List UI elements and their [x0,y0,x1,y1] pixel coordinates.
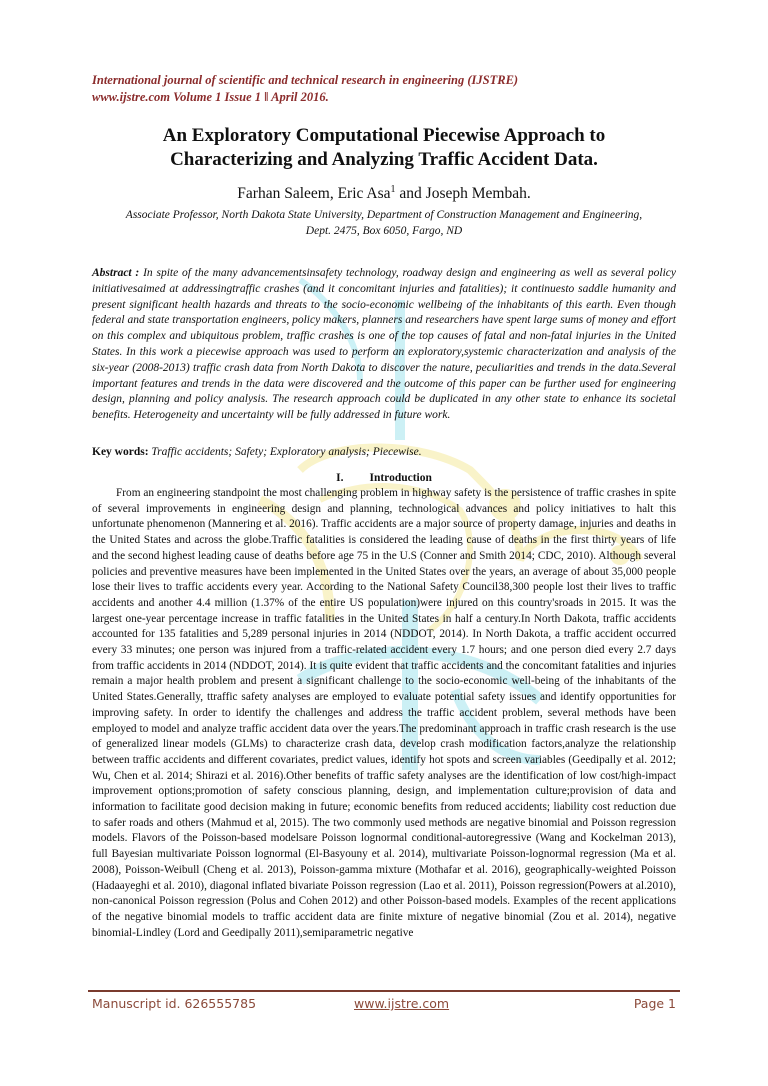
footer-divider [88,990,680,992]
abstract [92,266,676,424]
keywords [92,444,676,460]
journal-issue: www.ijstre.com Volume 1 Issue 1 ‖ April 2016. [92,90,329,104]
author-affiliation-marker: 1 [390,184,396,195]
author-list [92,180,676,204]
abstract-label: Abstract : [92,267,144,279]
journal-name: International journal of scientific and technical research in engineering (IJSTRE) [92,73,519,87]
journal-header [92,72,692,106]
affiliation-line-1: Associate Professor, North Dakota State University, Department of Construction Management and Engineering, [125,209,643,221]
body-paragraph: From an engineering standpoint the most challenging problem in highway safety is the persistence of traffic crashes in spite of several improvements in engineering design and planning, technological advances and policy initiatives to halt this unfortunate phenomenon (Mannering et al. 2016). Traffic accidents are a major source of property damage, injuries and deaths in the United States and across the globe.Traffic fatalities is considered the leading cause of deaths in the first thirty years of life and the second highest leading cause of deaths before age 75 in the U.S (Conner and Smith 2014; CDC, 2010). Although several policies and preventive measures have been implemented in the United States over the years, an average of about 35,000 people lose their lives to traffic accidents every year. According to the National Safety Council38,300 people lost their lives to traffic accidents and another 4.4 million (1.37% of the entire US population)were injured on this country'sroads in 2015. It was the largest one-year percentage increase in traffic fatalities in the United States in half a century.In North Dakota, traffic accidents accounted for 135 fatalities and 5,289 personal injuries in 2014 (NDDOT, 2014). In North Dakota, a traffic accident occurred every 33 minutes; one person was injured from a traffic-related accident every 1.7 hours; and one person died every 2.7 days from traffic accidents in 2014 (NDDOT, 2014). It is quite evident that traffic accidents and the concomitant fatalities and injuries remain a major health problem and present a significant challenge to the socio-economic well-being of the inhabitants of the United States.Generally, ttraffic safety analyses are employed to evaluate potential safety issues and identify opportunities for improving safety. In order to identify the challenges and address the traffic accident problem, several methods have been employed to model and analyze traffic accident data over the years.The predominant approach in traffic crash research is the use of generalized linear models (GLMs) to characterize crash data, develop crash modification factors,analyze the relationship between traffic accidents and different covariates, predict values, identify hot spots and screen variables (Geedipally et al. 2012; Wu, Chen et al. 2014; Shirazi et al. 2016).Other benefits of traffic safety analyses are the identification of low cost/high-impact improvement options;promotion of safety conscious planning, design, and implementation culture;provision of data and information to facilitate good decision making in future; economic benefits from reduced accidents; liability cost reduction due to safer roads and others (Mahmud et al, 2015). The two commonly used methods are negative binomial and Poisson regression models. Flavors of the Poisson-based modelsare Poisson lognormal conditional-autoregressive (Wang and Kockelman 2013), full Bayesian multivariate Poisson lognormal (El-Basyouny et al. 2014), multivariate Poisson-lognormal regression (Ma et al. 2008), Poisson-Weibull (Cheng et al. 2013), Poisson-gamma mixture (Mothafar et al. 2016), geographically-weighted Poisson (Hadaayeghi et al. 2010), diagonal inflated bivariate Poisson regression (Lao et al. 2011), Poisson regression(Powers at al.2010), non-canonical Poisson regression (Polus and Cohen 2012) and other Poisson-based models. Examples of the recent applications of the negative binomial models to traffic accident data are finite mixture of negative binomial (Zou et al. 2014), negative binomial-Lindley (Lord and Geedipally 2011),semiparametric negative [92,487,676,939]
footer-website-link[interactable]: www.ijstre.com [354,996,450,1011]
title-line-2: Characterizing and Analyzing Traffic Accident Data. [170,149,598,170]
authors-part-1: Farhan Saleem, Eric Asa [237,185,391,203]
section-heading [92,470,676,486]
section-number: I. [336,472,344,484]
affiliation-line-2: Dept. 2475, Box 6050, Fargo, ND [305,225,463,237]
manuscript-id: Manuscript id. 626555785 [92,996,257,1011]
page-number: Page 1 [633,996,676,1011]
affiliation [92,207,676,239]
keywords-label: Key words: [92,446,152,458]
abstract-text: In spite of the many advancementsinsafety technology, roadway design and engineering as well as several policy initiativesaimed at addressingtraffic crashes (and it concomitant injuries and fatalities); it continuesto saddle humanity and present significant health hazards and threats to the socio-economic wellbeing of the inhabitants of this earth. Even though federal and state transportation engineers, policy makers, planners and researchers have spent large sums of money and effort on this complex and ubiquitous problem, traffic crashes is one of the top causes of fatal and non-fatal injuries in the United States. In this work a piecewise approach was used to perform an exploratory,systemic characterization and analysis of the six-year (2008-2013) traffic crash data from North Dakota to discover the nature, peculiarities and trends in the data.Several important features and trends in the data were discovered and the outcome of this paper can be further used for engineering design, planning and policy analysis. The research approach could be duplicated in any other state to enhance its societal benefits. Heterogeneity and uncertainty will be fully addressed in future work. [92,267,676,422]
paper-title [92,124,676,172]
title-line-1: An Exploratory Computational Piecewise Approach to [162,125,606,146]
keywords-text: Traffic accidents; Safety; Exploratory analysis; Piecewise. [151,446,422,458]
body-text [92,486,676,941]
section-title: Introduction [369,472,432,484]
authors-part-2: and Joseph Membah. [395,185,531,203]
